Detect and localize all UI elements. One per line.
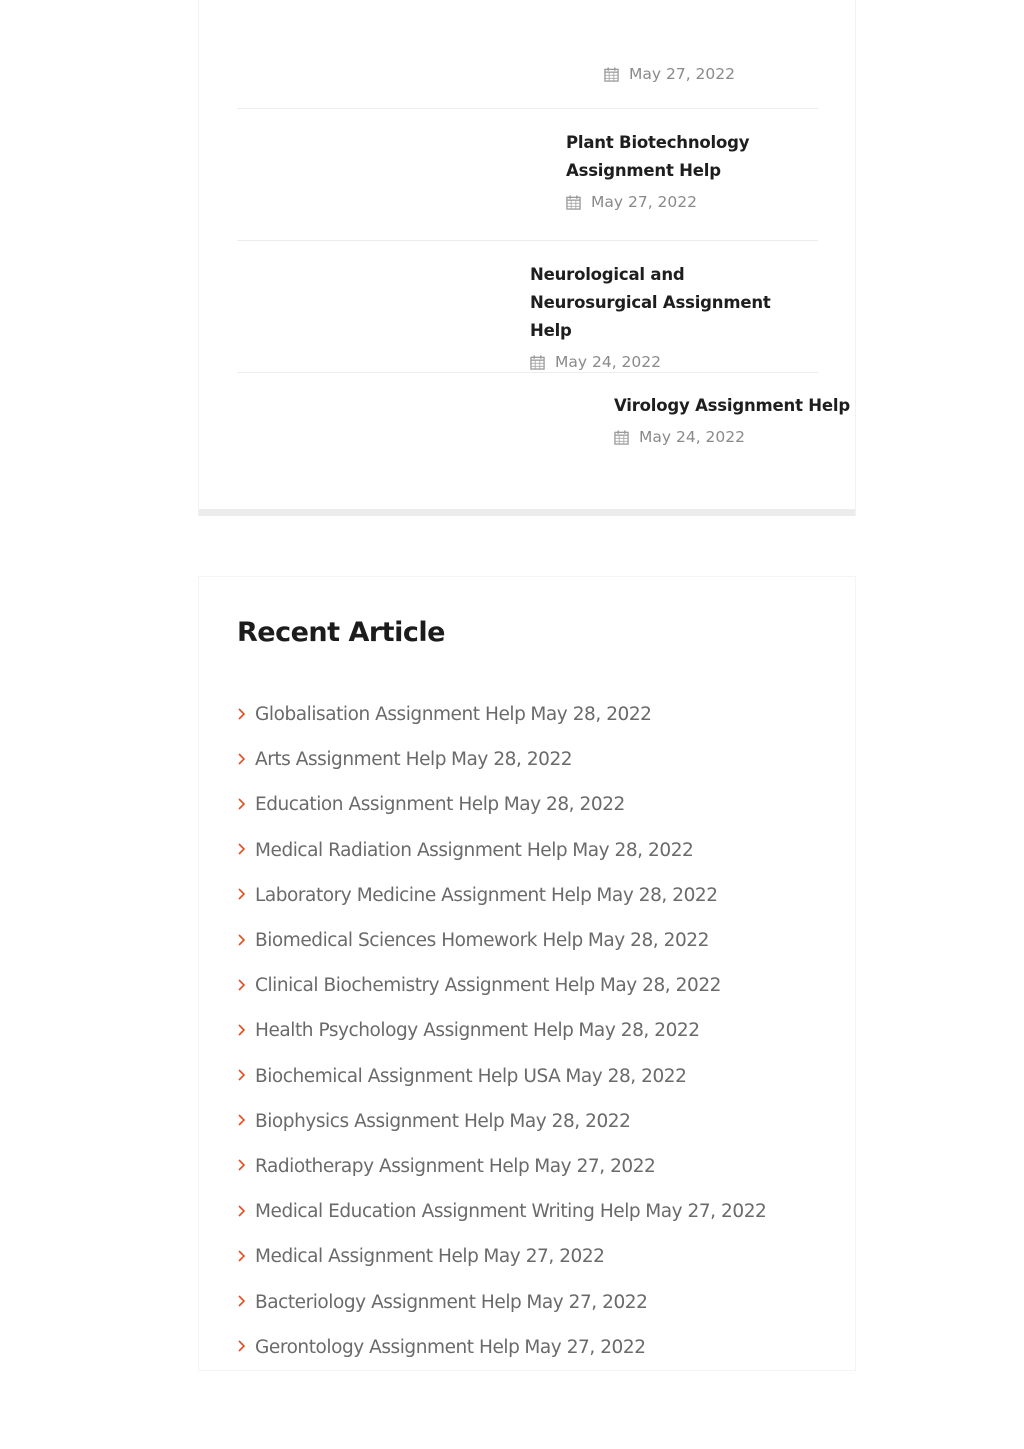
post-date-text: May 27, 2022 <box>591 193 697 211</box>
article-date: May 28, 2022 <box>503 794 625 816</box>
list-item <box>237 1054 827 1099</box>
list-item <box>237 1325 827 1370</box>
list-item <box>237 737 827 782</box>
article-date: May 27, 2022 <box>526 1291 648 1313</box>
article-date: May 28, 2022 <box>565 1065 687 1087</box>
chevron-right-icon <box>237 1158 246 1172</box>
calendar-icon <box>566 195 581 210</box>
article-link[interactable]: Arts Assignment Help <box>255 749 447 771</box>
chevron-right-icon <box>237 1023 246 1037</box>
article-link[interactable]: Biomedical Sciences Homework Help <box>255 930 583 952</box>
post-divider <box>237 240 818 241</box>
recent-articles-widget <box>198 576 856 1371</box>
post-title-link[interactable]: Neurological and Neurosurgical Assignment Help <box>530 265 771 340</box>
article-link[interactable]: Medical Education Assignment Writing Help <box>255 1201 641 1223</box>
article-link[interactable]: Globalisation Assignment Help <box>255 704 526 726</box>
post-date <box>604 62 735 86</box>
widget-title: Recent Article <box>237 617 445 648</box>
chevron-right-icon <box>237 1204 246 1218</box>
article-date: May 28, 2022 <box>599 975 721 997</box>
article-date: May 28, 2022 <box>530 704 652 726</box>
article-date: May 28, 2022 <box>572 839 694 861</box>
list-item <box>237 782 827 827</box>
article-link[interactable]: Gerontology Assignment Help <box>255 1336 520 1358</box>
post-date <box>614 425 824 449</box>
list-item <box>237 828 827 873</box>
article-link[interactable]: Bacteriology Assignment Help <box>255 1291 522 1313</box>
article-link[interactable]: Clinical Biochemistry Assignment Help <box>255 975 595 997</box>
article-link[interactable]: Medical Assignment Help <box>255 1246 479 1268</box>
article-date: May 27, 2022 <box>645 1201 767 1223</box>
list-item <box>237 918 827 963</box>
post-body <box>566 129 822 214</box>
chevron-right-icon <box>237 887 246 901</box>
article-date: May 27, 2022 <box>534 1155 656 1177</box>
calendar-icon <box>614 430 629 445</box>
list-item <box>237 1099 827 1144</box>
post-body <box>614 392 850 449</box>
chevron-right-icon <box>237 1339 246 1353</box>
article-link[interactable]: Radiotherapy Assignment Help <box>255 1155 530 1177</box>
chevron-right-icon <box>237 797 246 811</box>
post-date <box>566 190 822 214</box>
list-item <box>237 1008 827 1053</box>
post-title-link[interactable]: Virology Assignment Help <box>614 396 850 415</box>
article-date: May 28, 2022 <box>578 1020 700 1042</box>
list-item <box>237 692 827 737</box>
post-body <box>604 62 735 86</box>
chevron-right-icon <box>237 933 246 947</box>
article-link[interactable]: Laboratory Medicine Assignment Help <box>255 884 592 906</box>
post-title-link[interactable]: Plant Biotechnology Assignment Help <box>566 133 750 180</box>
post-divider <box>237 372 818 373</box>
chevron-right-icon <box>237 707 246 721</box>
article-link[interactable]: Biochemical Assignment Help USA <box>255 1065 561 1087</box>
chevron-right-icon <box>237 1294 246 1308</box>
post-divider <box>237 108 818 109</box>
list-item <box>237 963 827 1008</box>
calendar-icon <box>530 355 545 370</box>
post-date-text: May 24, 2022 <box>639 428 745 446</box>
chevron-right-icon <box>237 1249 246 1263</box>
chevron-right-icon <box>237 978 246 992</box>
posts-widget <box>198 0 856 516</box>
article-date: May 28, 2022 <box>451 749 573 771</box>
article-link[interactable]: Health Psychology Assignment Help <box>255 1020 574 1042</box>
article-date: May 28, 2022 <box>596 884 718 906</box>
post-date-text: May 27, 2022 <box>629 65 735 83</box>
list-item <box>237 1279 827 1324</box>
chevron-right-icon <box>237 752 246 766</box>
chevron-right-icon <box>237 1113 246 1127</box>
recent-articles-list <box>237 692 827 1370</box>
post-date <box>530 350 792 374</box>
article-link[interactable]: Medical Radiation Assignment Help <box>255 839 568 861</box>
article-date: May 27, 2022 <box>524 1336 646 1358</box>
list-item <box>237 1234 827 1279</box>
post-date-text: May 24, 2022 <box>555 353 661 371</box>
list-item <box>237 1144 827 1189</box>
article-date: May 27, 2022 <box>483 1246 605 1268</box>
list-item <box>237 873 827 918</box>
article-date: May 28, 2022 <box>509 1110 631 1132</box>
chevron-right-icon <box>237 842 246 856</box>
article-link[interactable]: Education Assignment Help <box>255 794 499 816</box>
article-link[interactable]: Biophysics Assignment Help <box>255 1110 505 1132</box>
post-body <box>530 261 792 374</box>
calendar-icon <box>604 67 619 82</box>
article-date: May 28, 2022 <box>587 930 709 952</box>
list-item <box>237 1189 827 1234</box>
chevron-right-icon <box>237 1068 246 1082</box>
